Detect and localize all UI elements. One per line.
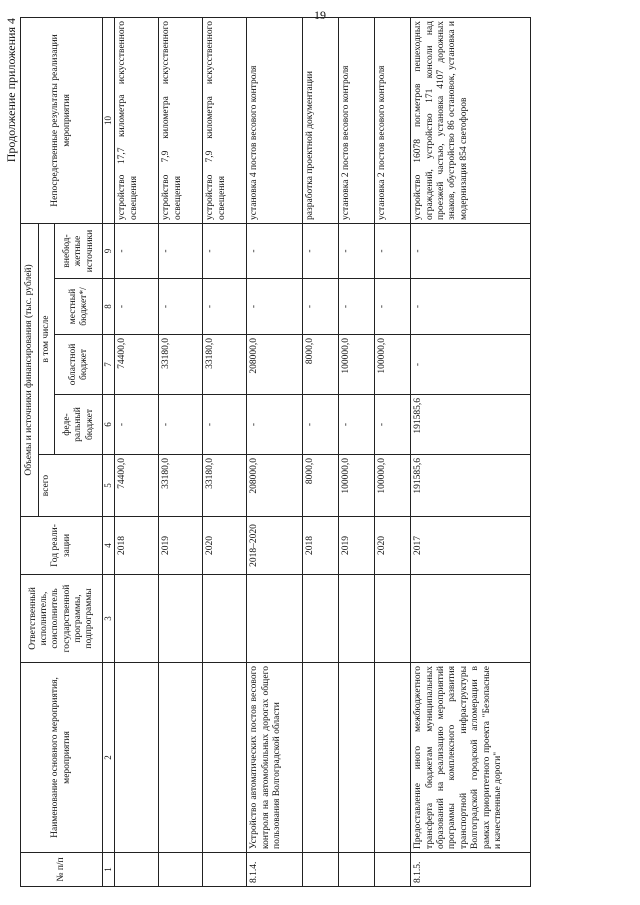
row-local: - [159,279,203,335]
row-total: 74400,0 [115,455,159,517]
header-finance-group: Объемы и источники финансирования (тыс. рублей) [21,223,39,516]
header-executor: Ответственный исполнитель, соисполнитель государственной программы, подпрограммы [21,575,103,663]
row-federal: - [247,395,303,455]
row-year: 2019 [159,517,203,575]
row-result: установка 4 постов весового контроля [247,17,303,223]
row-name: Предоставление иного межбюджетного трансферта бюджетам муниципальных образований на реализацию мероприятий программы комплексного развития транспортной инфраструктуры Волгоградской городской агломерации в рамках приоритетного проекта "Безопасные и качественные дороги" [411,663,531,853]
table-row [247,17,303,886]
header-including: в том числе [39,223,55,454]
column-number: 3 [103,575,115,663]
row-exec [339,575,375,663]
row-year: 2018–2020 [247,517,303,575]
row-regional: 74400,0 [115,335,159,395]
column-number: 4 [103,517,115,575]
row-total: 33180,0 [203,455,247,517]
row-federal: - [303,395,339,455]
column-number: 7 [103,335,115,395]
row-extra: - [159,223,203,278]
row-total: 100000,0 [339,455,375,517]
row-local: - [203,279,247,335]
row-local: - [411,279,531,335]
column-number: 9 [103,223,115,278]
row-year: 2018 [303,517,339,575]
row-result: устройство 17,7 километра искусственного освещения [115,17,159,223]
header-results: Непосредственные результаты реализации мероприятия [21,17,103,223]
table-row [339,17,375,886]
row-regional: 33180,0 [159,335,203,395]
row-total: 191585,6 [411,455,531,517]
finance-table [20,17,531,887]
column-number: 5 [103,455,115,517]
row-result: разработка проектной документации [303,17,339,223]
appendix-title: Продолжение приложения 4 [4,18,18,163]
row-exec [411,575,531,663]
header-name: Наименование основного мероприятия, мероприятия [21,663,103,853]
page-number: 19 [314,8,326,22]
row-result: устройство 7,9 километра искусственного освещения [203,17,247,223]
row-local: - [303,279,339,335]
row-total: 33180,0 [159,455,203,517]
row-total: 208000,0 [247,455,303,517]
row-year: 2020 [375,517,411,575]
row-regional: - [411,335,531,395]
column-number: 10 [103,17,115,223]
header-regional: областной бюджет [55,335,103,395]
row-extra: - [375,223,411,278]
row-local: - [115,279,159,335]
row-num [375,853,411,887]
table-row [303,17,339,886]
header-total: всего [39,455,103,517]
row-federal: - [159,395,203,455]
table-row [411,17,531,886]
row-result: устройство 16078 пог.метров пешеходных ограждений, устройство 171 консоли над проезжей частью, установка 4107 дорожных знаков, обустройство 86 остановок, установка и модернизация 854 светофоров [411,17,531,223]
table-row [375,17,411,886]
row-total: 100000,0 [375,455,411,517]
row-exec [115,575,159,663]
row-local: - [247,279,303,335]
row-num: 8.1.5. [411,853,531,887]
row-num [115,853,159,887]
row-name [375,663,411,853]
row-name [115,663,159,853]
row-year: 2018 [115,517,159,575]
row-federal: - [203,395,247,455]
row-name: Устройство автоматических постов весового контроля на автомобильных дорогах общего пользования Волгоградской области [247,663,303,853]
row-result: установка 2 постов весового контроля [375,17,411,223]
column-number: 2 [103,663,115,853]
column-number: 8 [103,279,115,335]
row-local: - [375,279,411,335]
header-num: № п/п [21,853,103,887]
row-extra: - [303,223,339,278]
row-federal: 191585,6 [411,395,531,455]
column-number-row [103,17,115,886]
row-total: 8000,0 [303,455,339,517]
row-year: 2019 [339,517,375,575]
row-num [159,853,203,887]
header-local: местный бюджет*/ [55,279,103,335]
row-federal: - [339,395,375,455]
row-num [339,853,375,887]
header-federal: феде-ральный бюджет [55,395,103,455]
row-result: устройство 7,9 километра искусственного освещения [159,17,203,223]
row-name [339,663,375,853]
column-number: 6 [103,395,115,455]
row-num: 8.1.4. [247,853,303,887]
header-year: Год реали-зации [21,517,103,575]
row-exec [203,575,247,663]
row-local: - [339,279,375,335]
row-exec [159,575,203,663]
table-row [159,17,203,886]
row-extra: - [203,223,247,278]
row-name [203,663,247,853]
row-federal: - [375,395,411,455]
row-name [303,663,339,853]
row-extra: - [115,223,159,278]
row-result: установка 2 постов весового контроля [339,17,375,223]
row-regional: 8000,0 [303,335,339,395]
row-regional: 208000,0 [247,335,303,395]
row-extra: - [411,223,531,278]
header-extra: внебюд-жетные источники [55,223,103,278]
row-num [303,853,339,887]
row-exec [375,575,411,663]
table-row [203,17,247,886]
row-federal: - [115,395,159,455]
row-exec [303,575,339,663]
row-num [203,853,247,887]
row-extra: - [339,223,375,278]
row-name [159,663,203,853]
row-extra: - [247,223,303,278]
row-year: 2020 [203,517,247,575]
row-year: 2017 [411,517,531,575]
table-row [115,17,159,886]
row-regional: 100000,0 [375,335,411,395]
column-number: 1 [103,853,115,887]
row-regional: 33180,0 [203,335,247,395]
row-exec [247,575,303,663]
row-regional: 100000,0 [339,335,375,395]
